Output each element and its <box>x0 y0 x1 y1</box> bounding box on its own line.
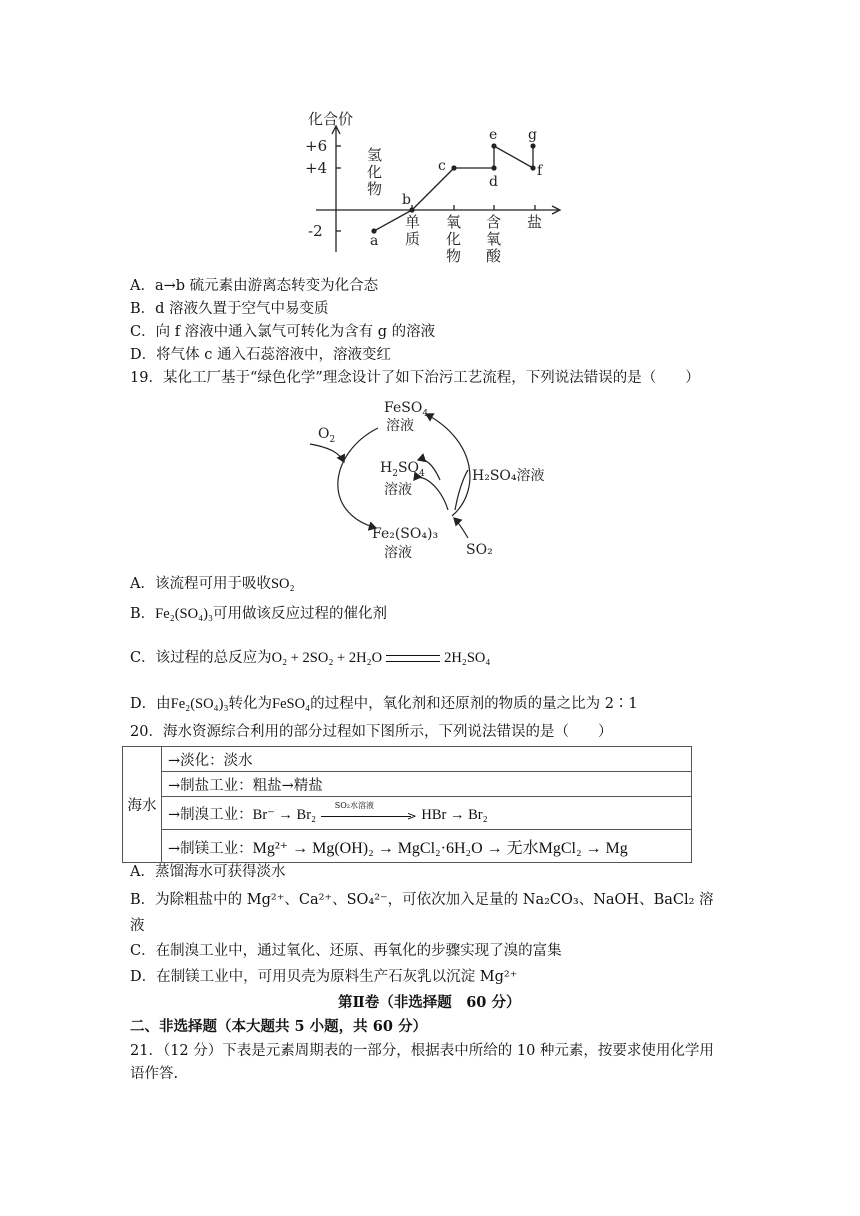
tick-plus4: +4 <box>305 159 328 177</box>
q18-option-c: C．向 f 溶液中通入氯气可转化为含有 g 的溶液 <box>130 324 436 340</box>
feso4-solution: 溶液 <box>386 418 414 434</box>
bromine-arrow-line <box>321 816 411 817</box>
fe2so43-label: Fe₂(SO₄)₃ <box>372 526 439 542</box>
y-axis-label: 化合价 <box>308 110 354 128</box>
q19-c-text: C．该过程的总反应为 <box>130 650 272 666</box>
inner-h2so4-solution: 溶液 <box>384 482 412 498</box>
q18-option-b: B．d 溶液久置于空气中易变质 <box>130 301 329 317</box>
q20-option-b: B．为除粗盐中的 Mg²⁺、Ca²⁺、SO₄²⁻，可依次加入足量的 Na₂CO₃、NaOH、BaCl₂ 溶 <box>130 892 714 908</box>
bromine-product: HBr → Br₂ <box>421 806 488 823</box>
inner-h2so4-label: $H_2SO_4$ <box>380 460 425 479</box>
cat-hydride-3: 物 <box>367 180 383 198</box>
part2-title: 第Ⅱ卷（非选择题 60 分） <box>338 994 521 1011</box>
row-magnesium <box>162 830 692 863</box>
feso4-label: FeSO$_4$ <box>384 400 429 419</box>
q19-option-d <box>130 694 638 714</box>
q19-a-text: A．该流程可用于吸收 <box>130 576 271 592</box>
row-desalination: →淡化：淡水 <box>162 747 692 772</box>
magnesium-formula: Mg²⁺ → Mg(OH)₂ → MgCl₂·6H₂O → 无水MgCl₂ → Mg <box>252 839 628 857</box>
point-c <box>451 165 456 170</box>
cat-element-1: 单 <box>405 213 421 231</box>
q19-d-formula2: FeSO₄ <box>272 696 311 712</box>
row-bromine <box>162 797 692 830</box>
q19-b-formula: Fe₂(SO₄)₃ <box>155 606 214 622</box>
point-b <box>409 207 414 212</box>
q19-c-equals <box>386 655 440 662</box>
q19-d-label: D．由 <box>130 696 171 712</box>
magnesium-prefix: →制镁工业： <box>168 840 253 857</box>
q19-option-c <box>130 648 490 668</box>
tick-plus6: +6 <box>305 137 328 155</box>
row-salt: →制盐工业：粗盐→精盐 <box>162 772 692 797</box>
point-f <box>530 165 535 170</box>
so2-label: SO₂ <box>466 542 493 558</box>
label-e: e <box>489 127 498 143</box>
q20-option-a: A．蒸馏海水可获得淡水 <box>130 864 286 880</box>
q20-option-d: D．在制镁工业中，可用贝壳为原料生产石灰乳以沉淀 Mg²⁺ <box>130 969 518 985</box>
q20-option-b-cont: 液 <box>130 918 145 934</box>
cat-oxyacid-2: 氧 <box>486 230 502 248</box>
label-f: f <box>537 163 543 179</box>
cat-salt: 盐 <box>527 213 543 231</box>
q19-b-text: 可用做该反应过程的催化剂 <box>213 606 388 622</box>
cat-hydride-2: 化 <box>367 163 383 181</box>
cat-oxide-1: 氧 <box>446 213 462 231</box>
label-c: c <box>438 158 446 174</box>
q19-b-label: B． <box>130 606 156 622</box>
q19-option-b <box>130 604 387 624</box>
q21-stem-line1: 21．（12 分）下表是元素周期表的一部分，根据表中所给的 10 种元素，按要求使用化学用 <box>130 1043 714 1059</box>
bromine-arrow <box>321 800 417 823</box>
q19-c-right: 2H₂SO₄ <box>444 650 491 666</box>
h2so4-solution-label: H₂SO₄溶液 <box>472 468 545 484</box>
label-g: g <box>528 127 537 143</box>
q19-d-formula1: Fe₂(SO₄)₃ <box>170 696 229 712</box>
label-b: b <box>402 192 411 208</box>
seawater-head: 海水 <box>123 747 162 863</box>
point-e <box>491 143 496 148</box>
tick-minus2: -2 <box>308 222 323 240</box>
q19-stem: 19．某化工厂基于“绿色化学”理念设计了如下治污工艺流程，下列说法错误的是（ ） <box>130 370 700 386</box>
cat-oxide-3: 物 <box>446 247 462 265</box>
bromine-arrow-label: SO₂水溶液 <box>334 800 374 810</box>
bromine-prefix: →制溴工业： <box>168 806 253 823</box>
cat-oxyacid-1: 含 <box>486 213 502 231</box>
o2-label: $O_2$ <box>318 426 336 445</box>
point-g <box>530 143 535 148</box>
flow-diagram <box>0 392 860 572</box>
cat-oxyacid-3: 酸 <box>486 247 502 265</box>
fe2so43-solution: 溶液 <box>384 545 412 561</box>
bromine-formula: Br⁻ → Br₂ <box>252 806 317 823</box>
valence-diagram <box>0 0 860 280</box>
label-d: d <box>489 174 498 190</box>
point-d <box>491 165 496 170</box>
cat-hydride-1: 氢 <box>367 146 383 164</box>
q18-option-a: A．a→b 硫元素由游离态转变为化合态 <box>130 278 379 294</box>
q19-option-a <box>130 574 295 594</box>
label-a: a <box>370 233 379 249</box>
q21-stem-line2: 语作答. <box>130 1066 179 1082</box>
q20-option-c: C．在制溴工业中，通过氧化、还原、再氧化的步骤实现了溴的富集 <box>130 943 562 959</box>
part2-section: 二、非选择题（本大题共 5 小题，共 60 分） <box>130 1018 427 1035</box>
bromine-arrow-head: > <box>406 808 417 823</box>
cat-oxide-2: 化 <box>446 230 462 248</box>
q18-option-d: D．将气体 c 通入石蕊溶液中，溶液变红 <box>130 347 391 363</box>
q19-d-mid: 转化为 <box>228 696 272 712</box>
seawater-table <box>122 746 692 863</box>
q20-stem: 20．海水资源综合利用的部分过程如下图所示，下列说法错误的是（ ） <box>130 724 613 740</box>
q19-a-formula: SO₂ <box>270 576 295 592</box>
q19-c-left: O₂ + 2SO₂ + 2H₂O <box>271 650 383 666</box>
cat-element-2: 质 <box>405 230 421 248</box>
q19-d-text: 的过程中，氧化剂和还原剂的物质的量之比为 2∶1 <box>310 696 638 712</box>
